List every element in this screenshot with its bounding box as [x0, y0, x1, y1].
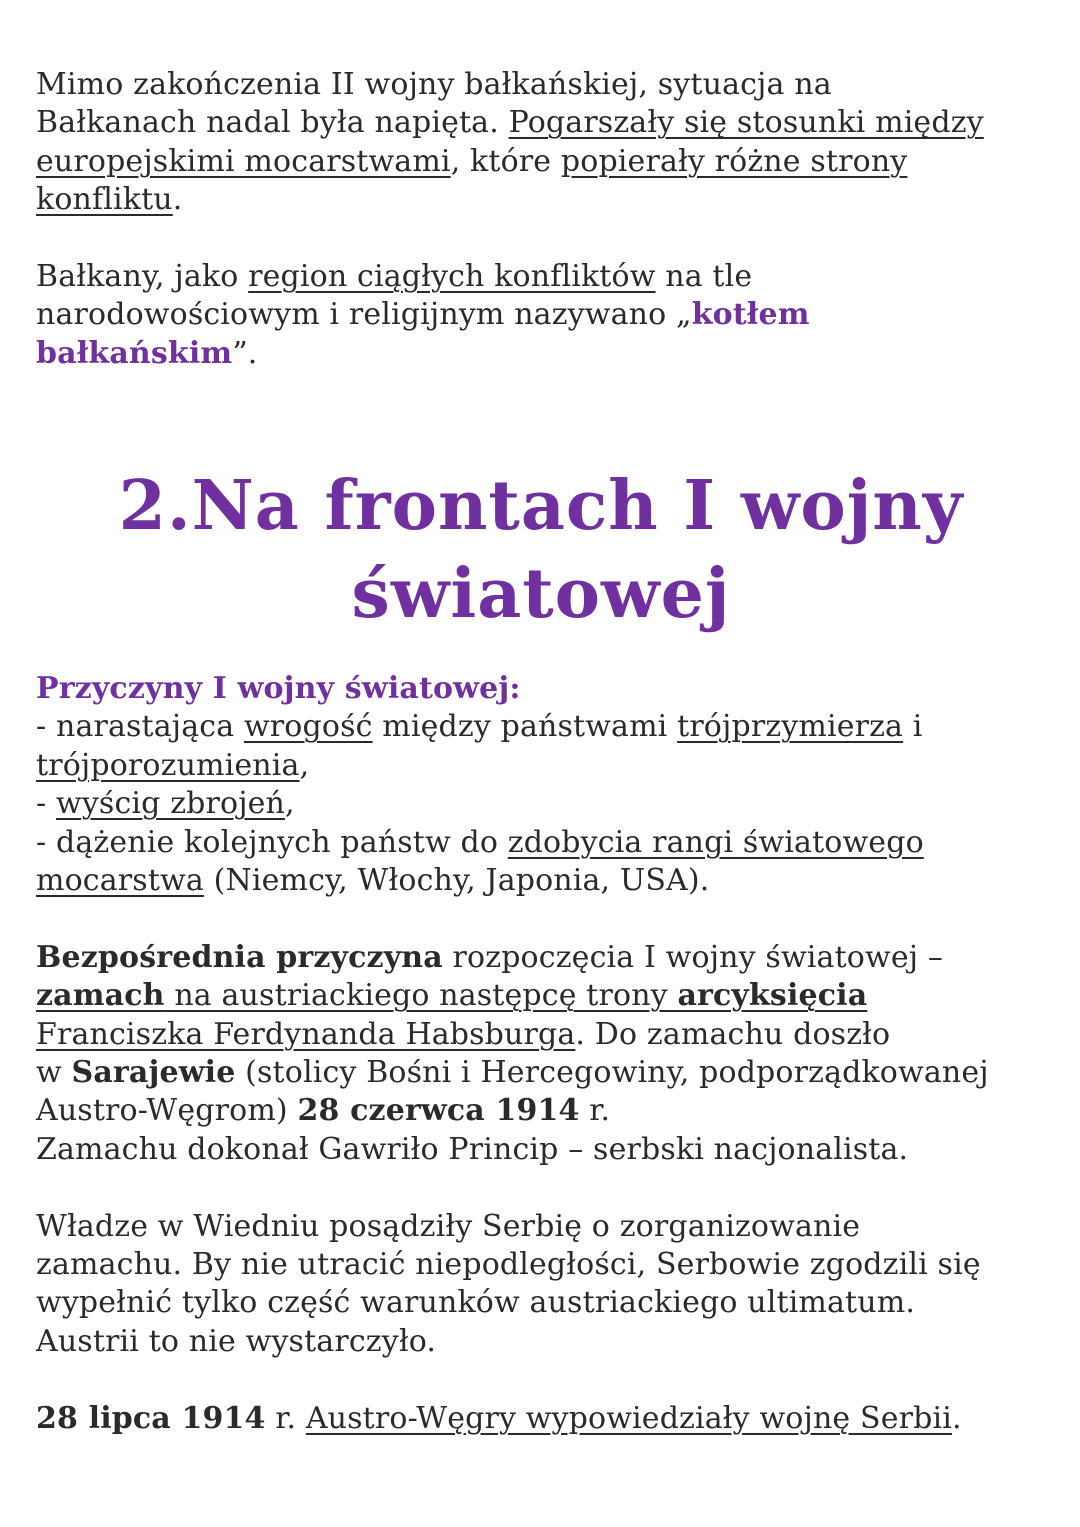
text-line — [36, 143, 1046, 181]
text-segment: Zamachu dokonał Gawriło Princip – serbski nacjonalista. — [36, 1131, 909, 1167]
underlined-phrase: mocarstwa — [36, 863, 204, 899]
intro-paragraph — [36, 66, 1046, 220]
text-line — [36, 862, 1046, 900]
text-line — [36, 1131, 1046, 1169]
bold-term: Sarajewie — [71, 1055, 236, 1091]
underlined-phrase: Austro-Węgry wypowiedziały wojnę Serbii — [305, 1400, 952, 1436]
text-line — [36, 104, 1046, 142]
underlined-phrase: wrogość — [243, 709, 373, 745]
text-segment: (stolicy Bośni i Hercegowiny, podporządkowanej — [235, 1055, 989, 1091]
underlined-phrase: wyścig zbrojeń — [55, 786, 286, 822]
text-segment: , — [285, 786, 295, 822]
title-line-2: światowej — [351, 554, 731, 634]
bold-term: 28 czerwca 1914 — [297, 1093, 580, 1129]
underlined-phrase: popierały różne strony — [560, 143, 908, 179]
text-segment: , które — [450, 143, 561, 179]
vienna-paragraph — [36, 1208, 1046, 1362]
text-line — [36, 181, 1046, 219]
bold-term: Bezpośrednia przyczyna — [36, 939, 443, 975]
text-segment: narodowościowym i religijnym nazywano „ — [36, 297, 692, 333]
text-line — [36, 708, 1046, 746]
text-line: wypełnić tylko część warunków austriackiego ultimatum. — [36, 1285, 916, 1321]
underlined-phrase: trójporozumienia — [36, 747, 300, 783]
text-segment: . — [172, 182, 183, 218]
underlined-phrase: europejskimi mocarstwami — [36, 143, 451, 179]
underlined-phrase: zdobycia rangi światowego — [507, 824, 924, 860]
section-title — [36, 462, 1046, 638]
text-line — [36, 939, 1046, 977]
text-line: zamachu. By nie utracić niepodległości, Serbowie zgodzili się — [36, 1247, 981, 1283]
highlight-term: bałkańskim — [36, 335, 233, 371]
text-line — [36, 296, 1046, 334]
underlined-phrase: Franciszka Ferdynanda Habsburga — [36, 1016, 576, 1052]
text-line — [36, 824, 1046, 862]
text-segment: Bałkany, jako — [36, 259, 249, 295]
title-line-1: 2.Na frontach I wojny — [118, 466, 964, 546]
text-line — [36, 785, 1046, 823]
text-segment: - narastająca — [36, 709, 244, 745]
text-line — [36, 977, 1046, 1015]
direct-cause-section — [36, 939, 1046, 1169]
text-segment: - — [36, 786, 56, 822]
underlined-phrase: trójprzymierza — [677, 709, 904, 745]
text-line — [36, 1054, 1046, 1092]
text-segment: (Niemcy, Włochy, Japonia, USA). — [203, 863, 710, 899]
bold-term: arcyksięcia — [677, 978, 868, 1014]
causes-section — [36, 670, 1046, 900]
text-segment: r. — [579, 1093, 611, 1129]
text-segment: Mimo zakończenia II wojny bałkańskiej, sytuacja na — [36, 67, 832, 102]
bold-date: 28 lipca 1914 — [36, 1400, 266, 1436]
highlight-term: kotłem — [691, 297, 810, 333]
text-segment: na tle — [655, 259, 753, 295]
underlined-phrase: na austriackiego następcę trony — [164, 978, 678, 1014]
text-line — [36, 66, 1046, 104]
text-segment: - dążenie kolejnych państw do — [36, 824, 508, 860]
text-segment: r. — [265, 1400, 306, 1436]
causes-heading: Przyczyny I wojny światowej: — [36, 671, 521, 706]
underlined-phrase: region ciągłych konfliktów — [248, 259, 656, 295]
text-segment: . — [951, 1400, 962, 1436]
document-page — [36, 66, 1046, 1436]
balkans-paragraph — [36, 258, 1046, 373]
text-line — [36, 747, 1046, 785]
text-segment: ”. — [232, 335, 258, 371]
text-segment: i — [903, 709, 923, 745]
text-line: Władze w Wiedniu posądziły Serbię o zorganizowanie — [36, 1208, 861, 1244]
text-line — [36, 258, 1046, 296]
text-line — [36, 335, 1046, 373]
underlined-phrase: konfliktu — [36, 182, 173, 218]
text-line: Austrii to nie wystarczyło. — [36, 1323, 437, 1359]
text-segment: . Do zamachu doszło — [575, 1016, 891, 1052]
text-segment: w — [36, 1055, 72, 1091]
text-line — [36, 1400, 1046, 1438]
underlined-phrase: Pogarszały się stosunki między — [508, 105, 984, 141]
text-segment: Bałkanach nadal była napięta. — [36, 105, 509, 141]
text-segment: rozpoczęcia I wojny światowej – — [442, 939, 944, 975]
text-line — [36, 1016, 1046, 1054]
declaration-paragraph — [36, 1400, 1046, 1438]
bold-term: zamach — [36, 978, 165, 1014]
text-line — [36, 1092, 1046, 1130]
text-segment: , — [299, 747, 310, 783]
lower-content — [36, 670, 1046, 1438]
text-segment: między państwami — [372, 709, 678, 745]
text-segment: Austro-Węgrom) — [36, 1093, 298, 1129]
